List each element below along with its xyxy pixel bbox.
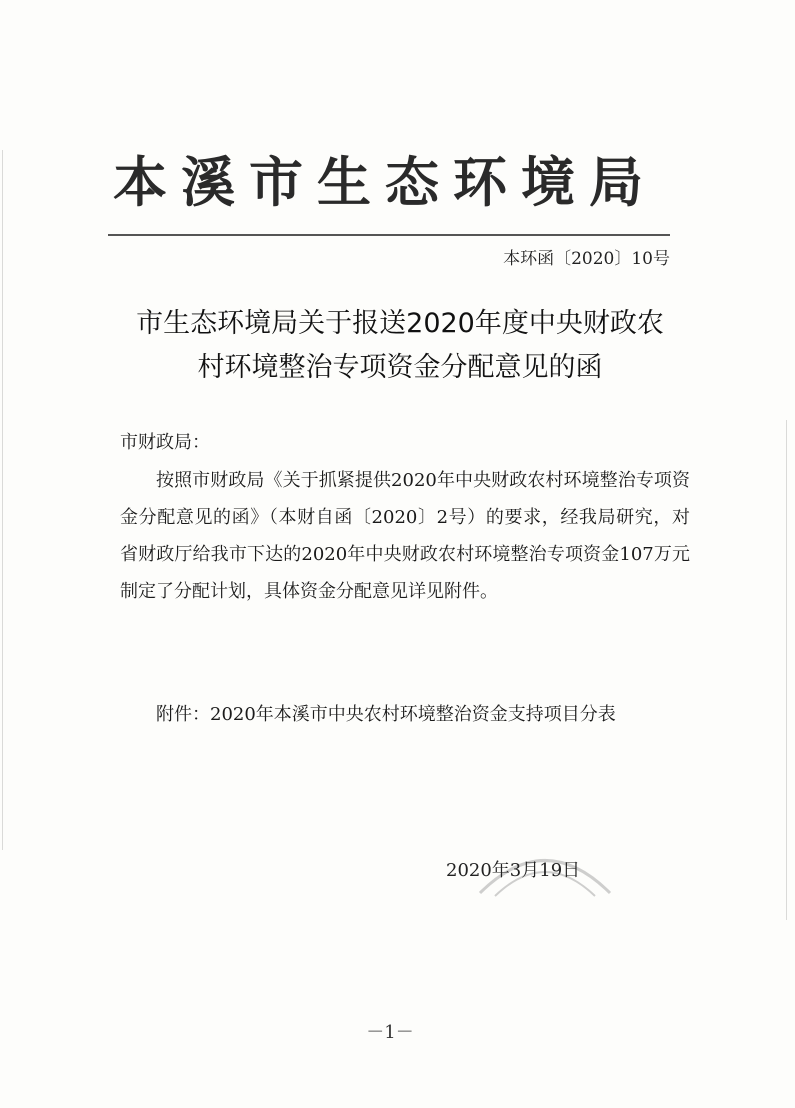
signing-date: 2020年3月19日 [446, 860, 581, 881]
salutation: 市财政局： [120, 432, 210, 453]
title-line-2: 村环境整治专项资金分配意见的函 [197, 352, 603, 383]
organization-header: 本溪市生态环境局 [113, 150, 657, 214]
document-number: 本环函〔2020〕10号 [503, 249, 670, 269]
header-divider [108, 234, 670, 236]
document-title [110, 302, 690, 390]
scan-artifact [2, 150, 3, 850]
title-line-1: 市生态环境局关于报送2020年度中央财政农 [136, 308, 664, 339]
scan-artifact [786, 420, 787, 920]
page-number: －1－ [366, 1022, 414, 1043]
body-paragraph: 按照市财政局《关于抓紧提供2020年中央财政农村环境整治专项资金分配意见的函》（本财自函〔2020〕2号）的要求，经我局研究，对省财政厅给我市下达的2020年中央财政农村环境整治专项资金107万元制定了分配计划，具体资金分配意见详见附件。 [120, 470, 690, 602]
attachment-note: 附件：2020年本溪市中央农村环境整治资金支持项目分表 [156, 704, 616, 725]
